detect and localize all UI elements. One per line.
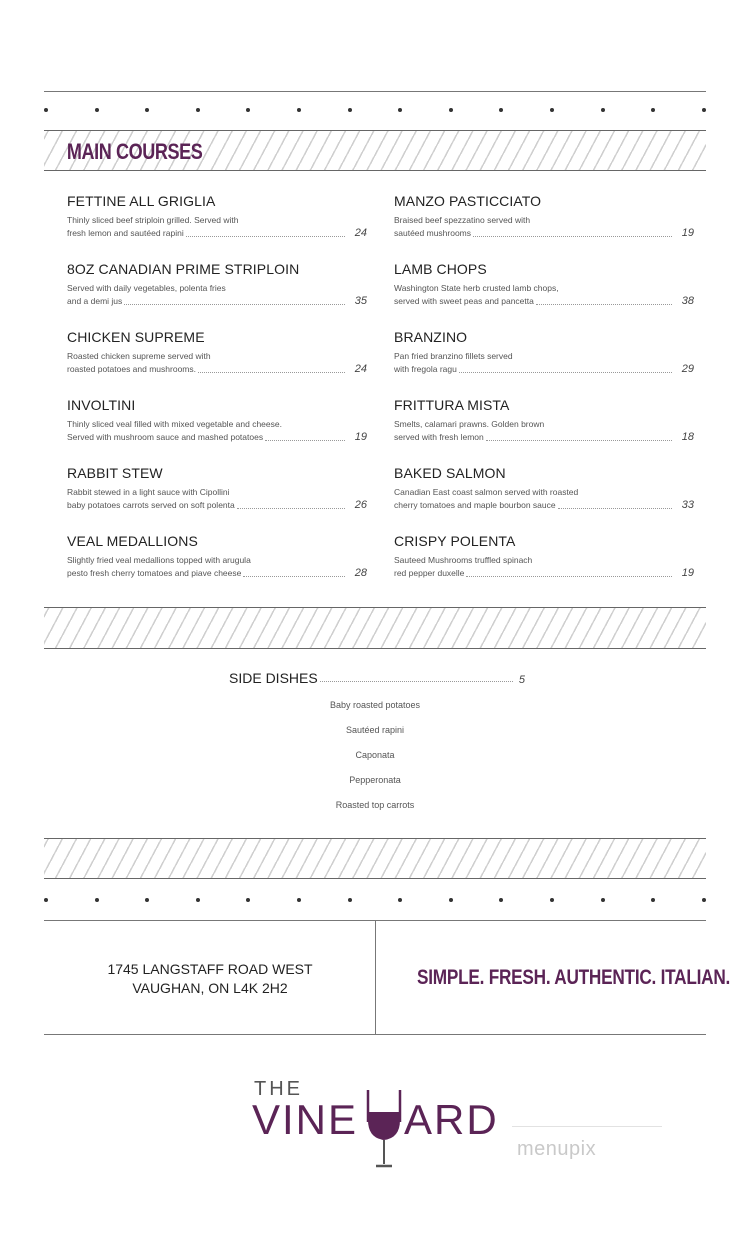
- menu-item: [394, 190, 694, 258]
- item-description: Smelts, calamari prawns. Golden brown served with fresh lemon 18: [394, 419, 694, 443]
- item-description: Rabbit stewed in a light sauce with Cipollini baby potatoes carrots served on soft polenta 26: [67, 487, 367, 511]
- footer-vertical-divider: [375, 921, 376, 1034]
- item-name: INVOLTINI: [67, 397, 136, 413]
- item-price: 28: [354, 567, 367, 579]
- menu-item: [394, 394, 694, 462]
- item-name: 8OZ CANADIAN PRIME STRIPLOIN: [67, 261, 300, 277]
- item-price: 38: [681, 295, 694, 307]
- vineyard-logo: [252, 1078, 512, 1168]
- menu-item: [67, 462, 367, 530]
- item-description: Thinly sliced beef striploin grilled. Served with fresh lemon and sautéed rapini 24: [67, 215, 367, 239]
- item-name: BAKED SALMON: [394, 465, 506, 481]
- address-line-2: VAUGHAN, ON L4K 2H2: [132, 980, 288, 996]
- item-price: 24: [354, 363, 367, 375]
- item-description: Thinly sliced veal filled with mixed vegetable and cheese. Served with mushroom sauce and mashed potatoes 19: [67, 419, 367, 443]
- striped-divider-bottom: [44, 838, 706, 879]
- item-name: MANZO PASTICCIATO: [394, 193, 542, 209]
- item-name: VEAL MEDALLIONS: [67, 533, 198, 549]
- restaurant-address: [60, 960, 360, 998]
- item-name: LAMB CHOPS: [394, 261, 487, 277]
- item-description: Braised beef spezzatino served with sautéed mushrooms 19: [394, 215, 694, 239]
- item-description: Pan fried branzino fillets served with fregola ragu 29: [394, 351, 694, 375]
- item-price: 26: [354, 499, 367, 511]
- item-description: Served with daily vegetables, polenta fries and a demi jus 35: [67, 283, 367, 307]
- logo-the: THE: [254, 1078, 303, 1100]
- menu-item: [394, 530, 694, 598]
- menu-item: [67, 530, 367, 598]
- menu-column-right: [394, 190, 694, 598]
- striped-divider-middle: [44, 607, 706, 649]
- side-dish-item: Sautéed rapini: [345, 725, 405, 735]
- item-price: 29: [681, 363, 694, 375]
- item-description: Roasted chicken supreme served with roasted potatoes and mushrooms. 24: [67, 351, 367, 375]
- menu-column-left: [67, 190, 367, 598]
- menu-item: [67, 258, 367, 326]
- main-courses-banner: [44, 130, 706, 171]
- top-rule: [44, 91, 706, 92]
- side-dish-item: Pepperonata: [349, 775, 401, 785]
- tagline: SIMPLE. FRESH. AUTHENTIC. ITALIAN.: [417, 966, 731, 989]
- watermark-rule: [512, 1126, 662, 1127]
- side-dishes-title: SIDE DISHES: [229, 670, 318, 686]
- dot-divider-top: [44, 108, 706, 114]
- item-price: 24: [354, 227, 367, 239]
- item-description: Slightly fried veal medallions topped with arugula pesto fresh cherry tomatoes and piave cheese 28: [67, 555, 367, 579]
- item-price: 35: [354, 295, 367, 307]
- side-dishes-header: [229, 670, 525, 686]
- item-price: 19: [681, 567, 694, 579]
- dot-divider-bottom: [44, 898, 706, 904]
- item-name: CRISPY POLENTA: [394, 533, 516, 549]
- footer-rule-bottom: [44, 1034, 706, 1035]
- item-price: 18: [681, 431, 694, 443]
- menu-item: [67, 326, 367, 394]
- side-dishes-price: 5: [518, 674, 525, 686]
- item-price: 19: [354, 431, 367, 443]
- item-name: FRITTURA MISTA: [394, 397, 510, 413]
- item-name: CHICKEN SUPREME: [67, 329, 205, 345]
- logo-wordmark: VINE ARD: [252, 1096, 499, 1143]
- item-description: Washington State herb crusted lamb chops, served with sweet peas and pancetta 38: [394, 283, 694, 307]
- menu-item: [394, 326, 694, 394]
- side-dish-item: Baby roasted potatoes: [329, 700, 421, 710]
- address-line-1: 1745 LANGSTAFF ROAD WEST: [107, 961, 313, 977]
- item-name: BRANZINO: [394, 329, 468, 345]
- menu-item: [67, 394, 367, 462]
- item-description: Canadian East coast salmon served with roasted cherry tomatoes and maple bourbon sauce 33: [394, 487, 694, 511]
- side-dish-item: Roasted top carrots: [335, 800, 415, 810]
- item-description: Sauteed Mushrooms truffled spinach red pepper duxelle 19: [394, 555, 694, 579]
- menupix-watermark: menupix: [517, 1138, 597, 1160]
- menu-item: [394, 258, 694, 326]
- section-title: MAIN COURSES: [66, 139, 203, 164]
- item-price: 33: [681, 499, 694, 511]
- menu-item: [394, 462, 694, 530]
- item-name: FETTINE ALL GRIGLIA: [67, 193, 216, 209]
- menu-item: [67, 190, 367, 258]
- item-name: RABBIT STEW: [67, 465, 163, 481]
- side-dish-item: Caponata: [355, 750, 395, 760]
- wine-glass-icon: [364, 1084, 404, 1170]
- item-price: 19: [681, 227, 694, 239]
